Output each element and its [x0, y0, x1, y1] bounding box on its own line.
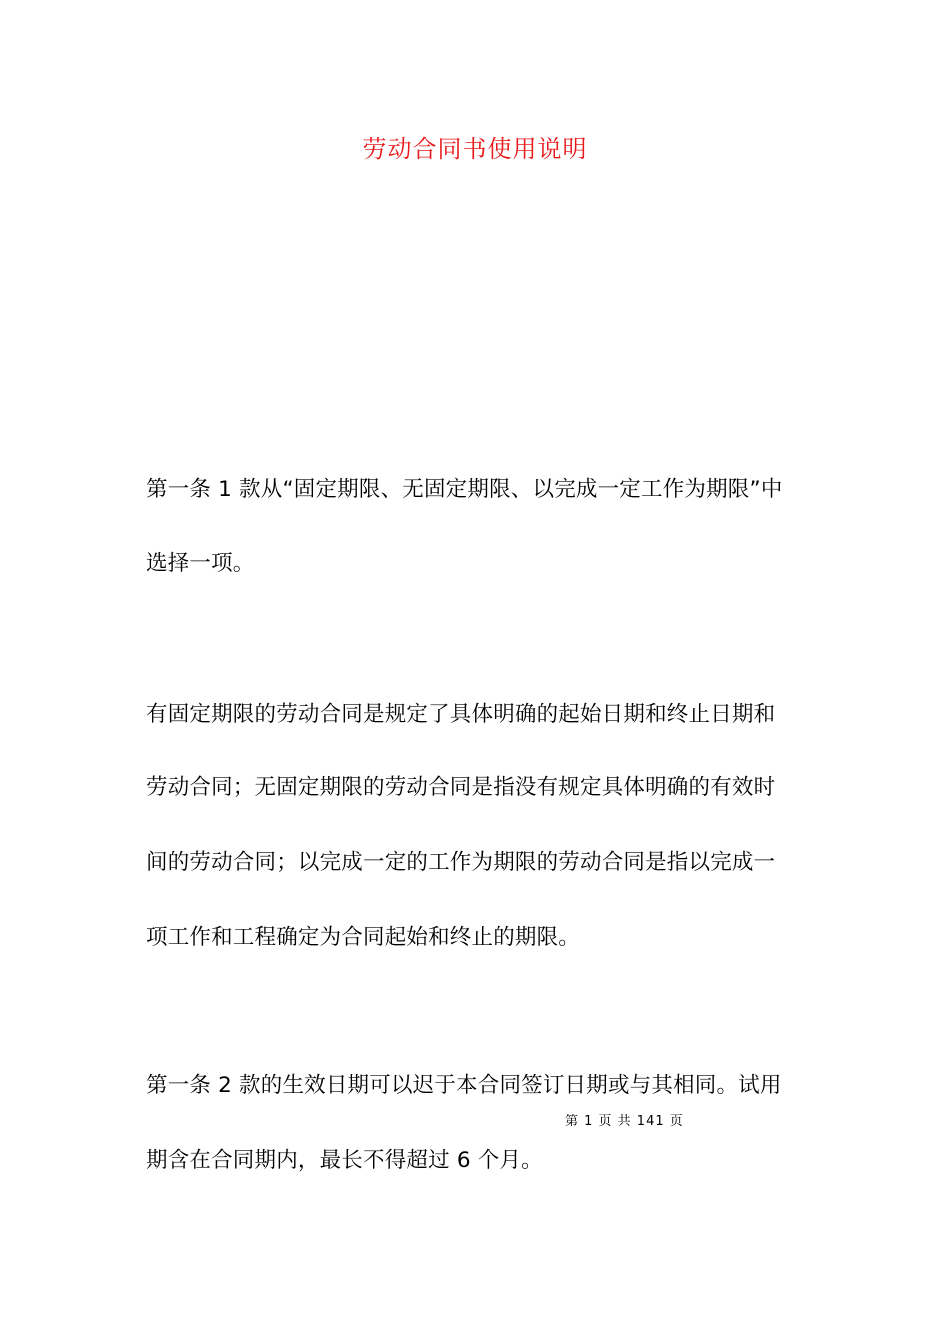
paragraph-3-line-2: 期含在合同期内，最长不得超过 6 个月。 [146, 1148, 543, 1173]
paragraph-2-line-1: 有固定期限的劳动合同是规定了具体明确的起始日期和终止日期和 [146, 702, 776, 727]
paragraph-2-line-2: 劳动合同；无固定期限的劳动合同是指没有规定具体明确的有效时 [146, 775, 776, 800]
paragraph-1-line-2: 选择一项。 [146, 551, 255, 576]
paragraph-1-line-1: 第一条 1 款从“固定期限、无固定期限、以完成一定工作为期限”中 [146, 477, 783, 502]
paragraph-2-line-3: 间的劳动合同；以完成一定的工作为期限的劳动合同是指以完成一 [146, 850, 776, 875]
paragraph-3-line-1: 第一条 2 款的生效日期可以迟于本合同签订日期或与其相同。试用 [146, 1073, 782, 1098]
paragraph-2-line-4: 项工作和工程确定为合同起始和终止的期限。 [146, 925, 581, 950]
document-title: 劳动合同书使用说明 [362, 135, 588, 163]
page-footer: 第 1 页 共 141 页 [565, 1114, 684, 1129]
